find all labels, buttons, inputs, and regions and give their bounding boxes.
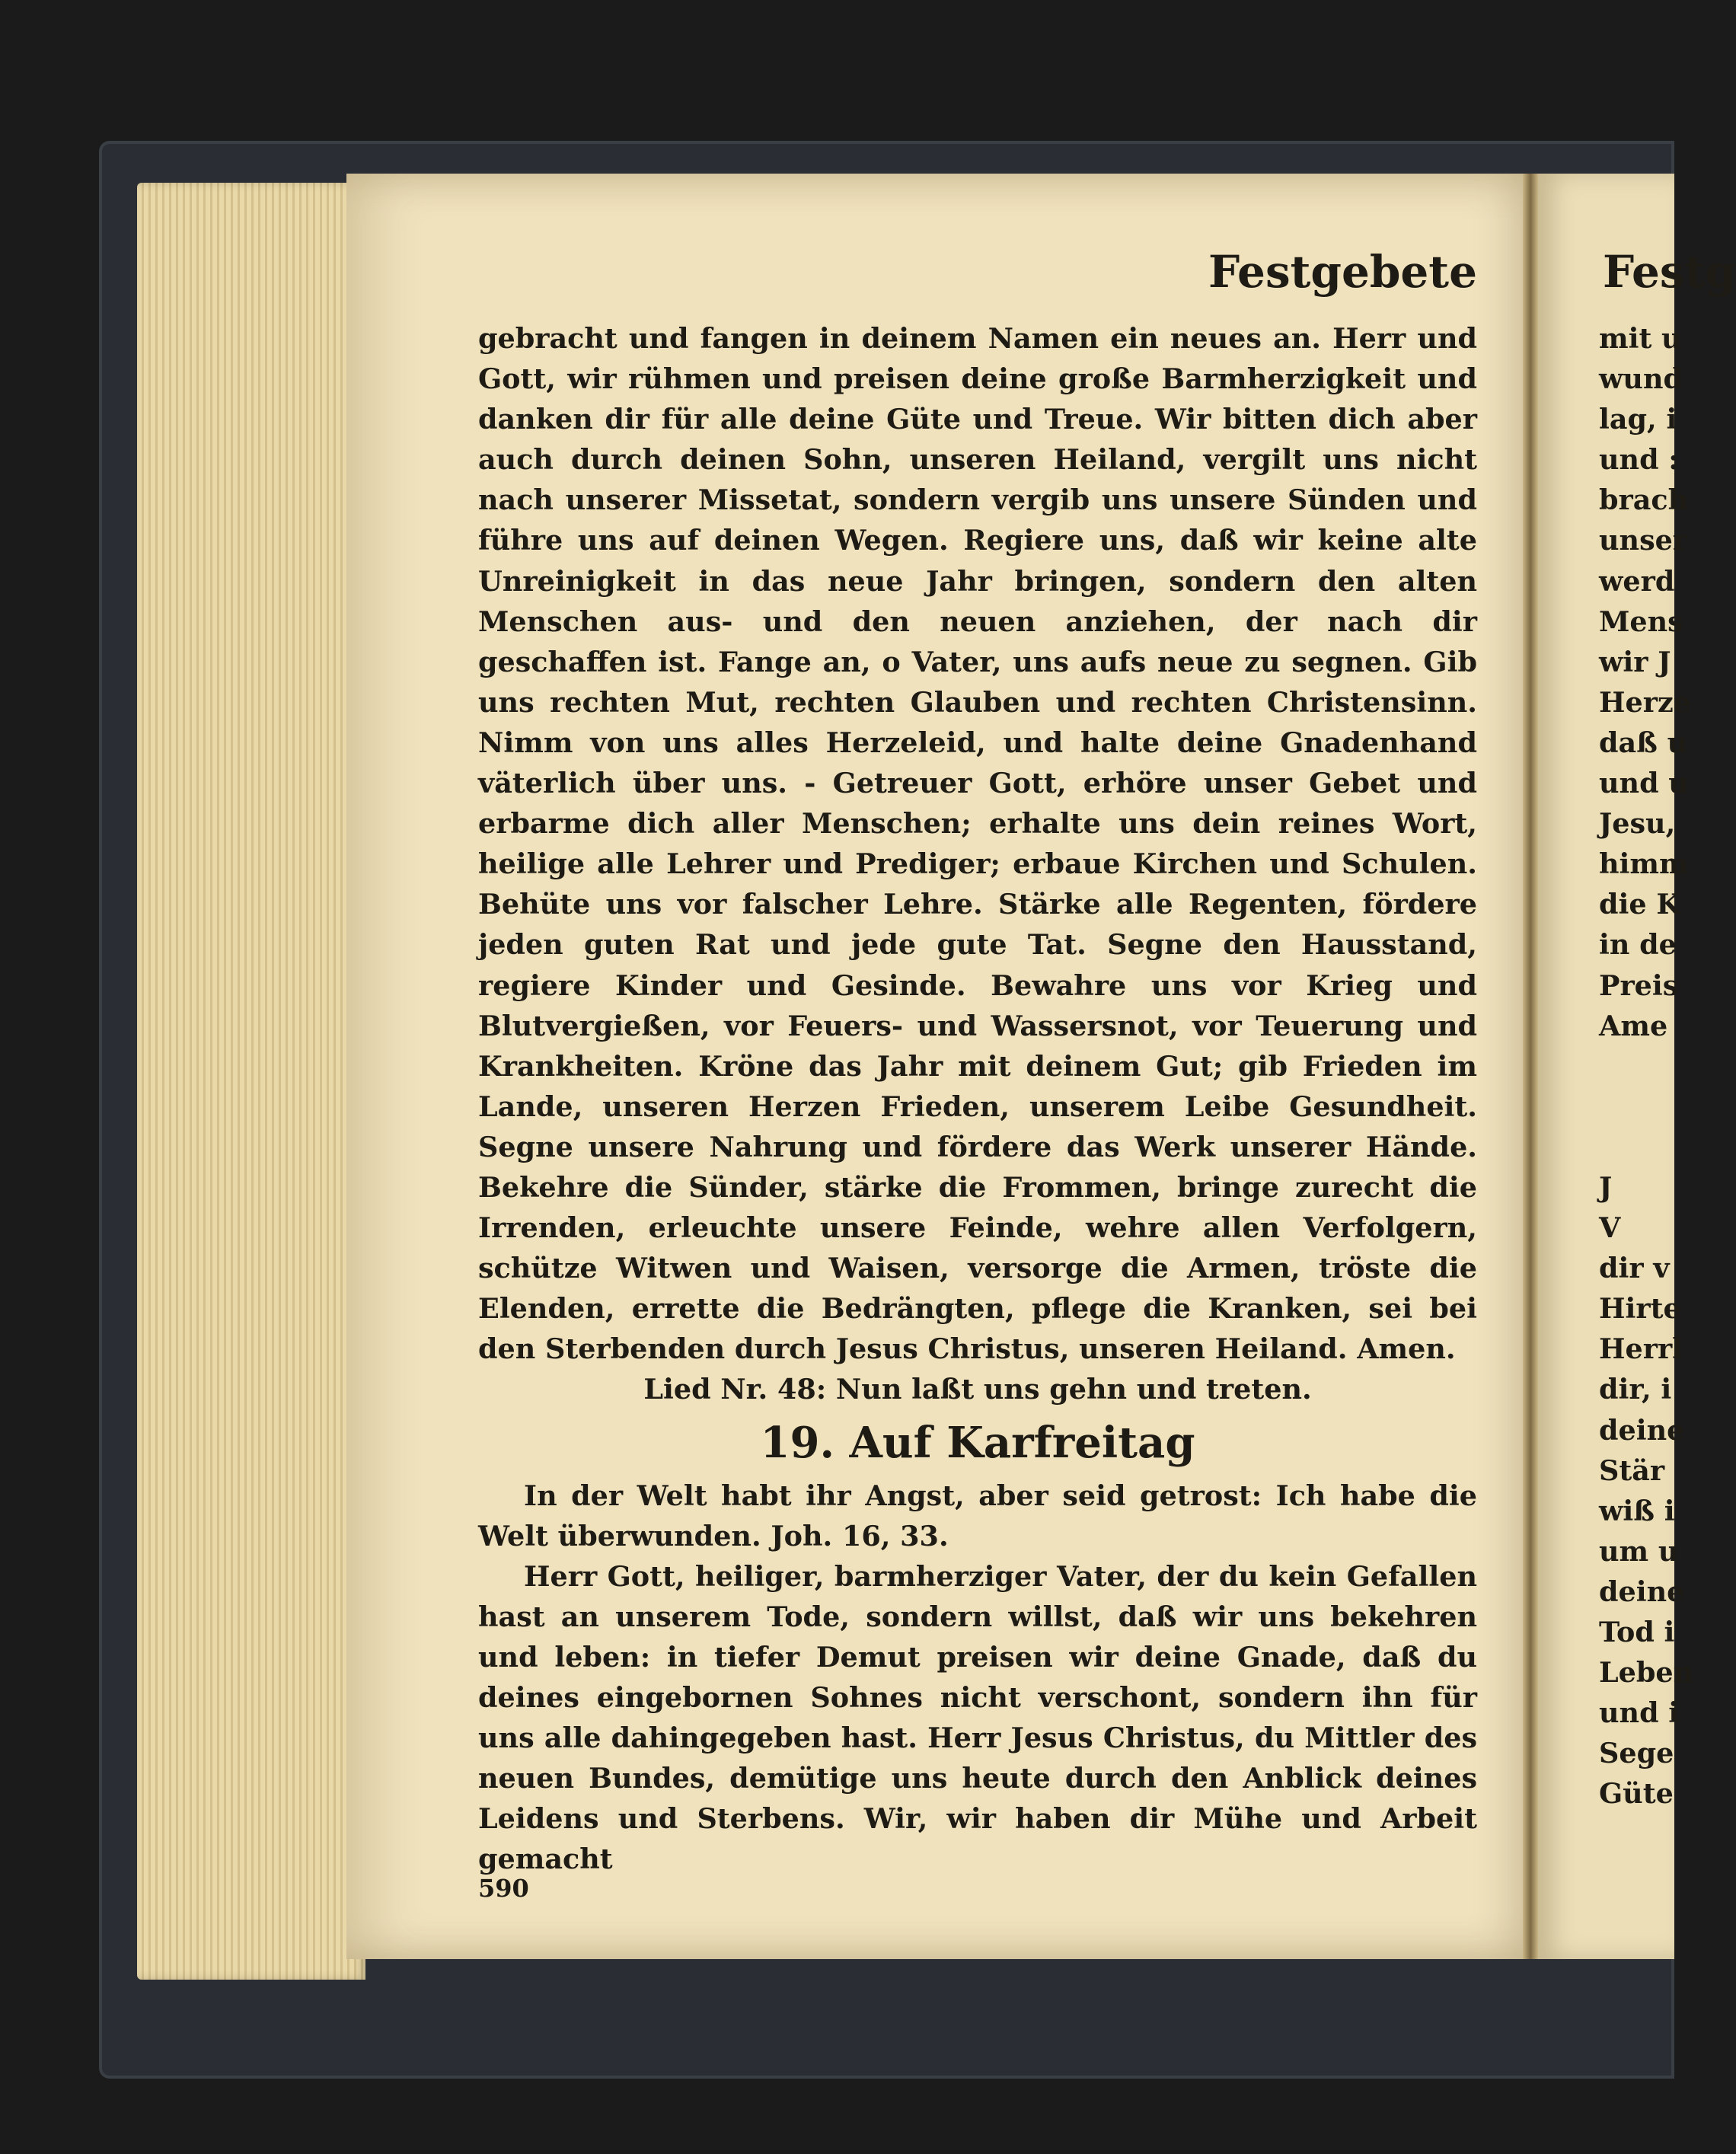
right-page-line: und u: [1599, 767, 1689, 800]
right-page-line: dir, i: [1599, 1373, 1672, 1406]
right-page-line: lag, i: [1599, 403, 1677, 436]
right-page-line: Preis: [1599, 969, 1679, 1002]
right-page-line: unser: [1599, 524, 1688, 557]
right-page-line: um u: [1599, 1534, 1679, 1568]
page-edges: [137, 183, 365, 1980]
right-page-line: Stär: [1599, 1454, 1665, 1487]
right-page-line: [1599, 1127, 1693, 1167]
right-page-line: Ame: [1599, 1009, 1668, 1042]
right-page-line: werd: [1599, 564, 1675, 598]
right-page-line: Güte: [1599, 1777, 1674, 1811]
right-page-line: Hirte: [1599, 1292, 1681, 1326]
right-page-line: Sege: [1599, 1737, 1674, 1770]
prayer-paragraph-good-friday: Herr Gott, heiliger, barmherziger Vater, der du kein Gefallen hast an unserem Tode, sondern willst, daß wir uns bekehren und leben: in tiefer Demut preisen wir deine Gnade, daß du deines eingebornen Sohnes nicht verschont, sondern ihn für uns alle dahingegeben hast. Herr Jesus Christus, du Mittler des neuen Bundes, demütige uns heute durch den Anblick deines Leidens und Sterbens. Wir, wir haben dir Mühe und Arbeit gemacht: [478, 1559, 1477, 1876]
right-page-line: dir v: [1599, 1252, 1670, 1285]
right-page-line: [1599, 1046, 1693, 1087]
page-number: 590: [478, 1874, 529, 1903]
right-page-lines: [1599, 318, 1693, 1814]
right-page-line: mit u: [1599, 322, 1682, 355]
right-page-fragment: [1538, 174, 1736, 1959]
book-gutter: [1523, 174, 1538, 1959]
right-page-line: daß u: [1599, 726, 1688, 759]
right-page-line: deine: [1599, 1413, 1685, 1447]
right-page-line: Mens: [1599, 605, 1683, 638]
running-head: Festgebete: [1208, 246, 1477, 298]
prayer-paragraph-new-year: gebracht und fangen in deinem Namen ein neues an. Herr und Gott, wir rühmen und preisen deine große Barmherzigkeit und danken dir für alle deine Güte und Treue. Wir bitten dich aber auch durch deinen Sohn, unseren Heiland, vergilt uns nicht nach unserer Missetat, sondern vergib uns unsere Sünden und führe uns auf deinen Wegen. Regiere uns, daß wir keine alte Unreinigkeit in das neue Jahr bringen, sondern den alten Menschen aus- und den neuen anziehen, der nach dir geschaffen ist. Fange an, o Vater, uns aufs neue zu segnen. Gib uns rechten Mut, rechten Glauben und rechten Christensinn. Nimm von uns alles Herzeleid, und halte deine Gnadenhand väterlich über uns. - Getreuer Gott, erhöre unser Gebet und erbarme dich aller Menschen; erhalte uns dein reines Wort, heilige alle Lehrer und Prediger; erbaue Kirchen und Schulen. Behüte uns vor falscher Lehre. Stärke alle Regenten, fördere jeden guten Rat und jede gute Tat. Segne den Hausstand, regiere Kinder und Gesinde. Bewahre uns vor Krieg und Blutvergießen, vor Feuers- und Wassersnot, vor Teuerung und Krankheiten. Kröne das Jahr mit deinem Gut; gib Frieden im Lande, unseren Herzen Frieden, unserem Leibe Gesundheit. Segne unsere Nahrung und fördere das Werk unserer Hände. Bekehre die Sünder, stärke die Frommen, bringe zurecht die Irrenden, erleuchte unsere Feinde, wehre allen Verfolgern, schütze Witwen und Waisen, versorge die Armen, tröste die Elenden, errette die Bedrängten, pflege die Kranken, sei bei den Sterbenden durch Jesus Christus, unseren Heiland. Amen.: [478, 322, 1477, 1366]
right-page-line: Herze: [1599, 685, 1691, 719]
left-page: [346, 174, 1534, 1959]
right-page-line: brach: [1599, 483, 1689, 517]
right-page-line: die K: [1599, 888, 1681, 921]
right-page-line: J: [1599, 1170, 1613, 1204]
right-running-head: Festg: [1603, 246, 1736, 298]
right-page-line: und :: [1599, 443, 1679, 477]
right-page-line: deine: [1599, 1575, 1685, 1608]
hymn-reference: Lied Nr. 48: Nun laßt uns gehn und treten.: [643, 1373, 1312, 1406]
right-page-line: und i: [1599, 1696, 1680, 1730]
bible-verse: In der Welt habt ihr Angst, aber seid getrost: Ich habe die Welt überwunden. Joh. 16, 33.: [478, 1479, 1477, 1552]
page-text: [478, 318, 1477, 1879]
right-page-line: wund: [1599, 362, 1683, 396]
right-page-line: Leben: [1599, 1656, 1694, 1690]
right-page-line: Tod i: [1599, 1616, 1675, 1648]
right-page-line: V: [1599, 1211, 1621, 1245]
right-page-line: Herrl: [1599, 1332, 1683, 1366]
right-page-line: himm: [1599, 847, 1689, 881]
right-page-line: wir J: [1599, 645, 1671, 678]
right-page-line: [1599, 1087, 1693, 1127]
right-page-line: wiß i: [1599, 1494, 1675, 1527]
section-title: 19. Auf Karfreitag: [760, 1417, 1195, 1468]
right-page-line: in de: [1599, 928, 1677, 962]
right-page-line: Jesu,: [1599, 807, 1676, 841]
